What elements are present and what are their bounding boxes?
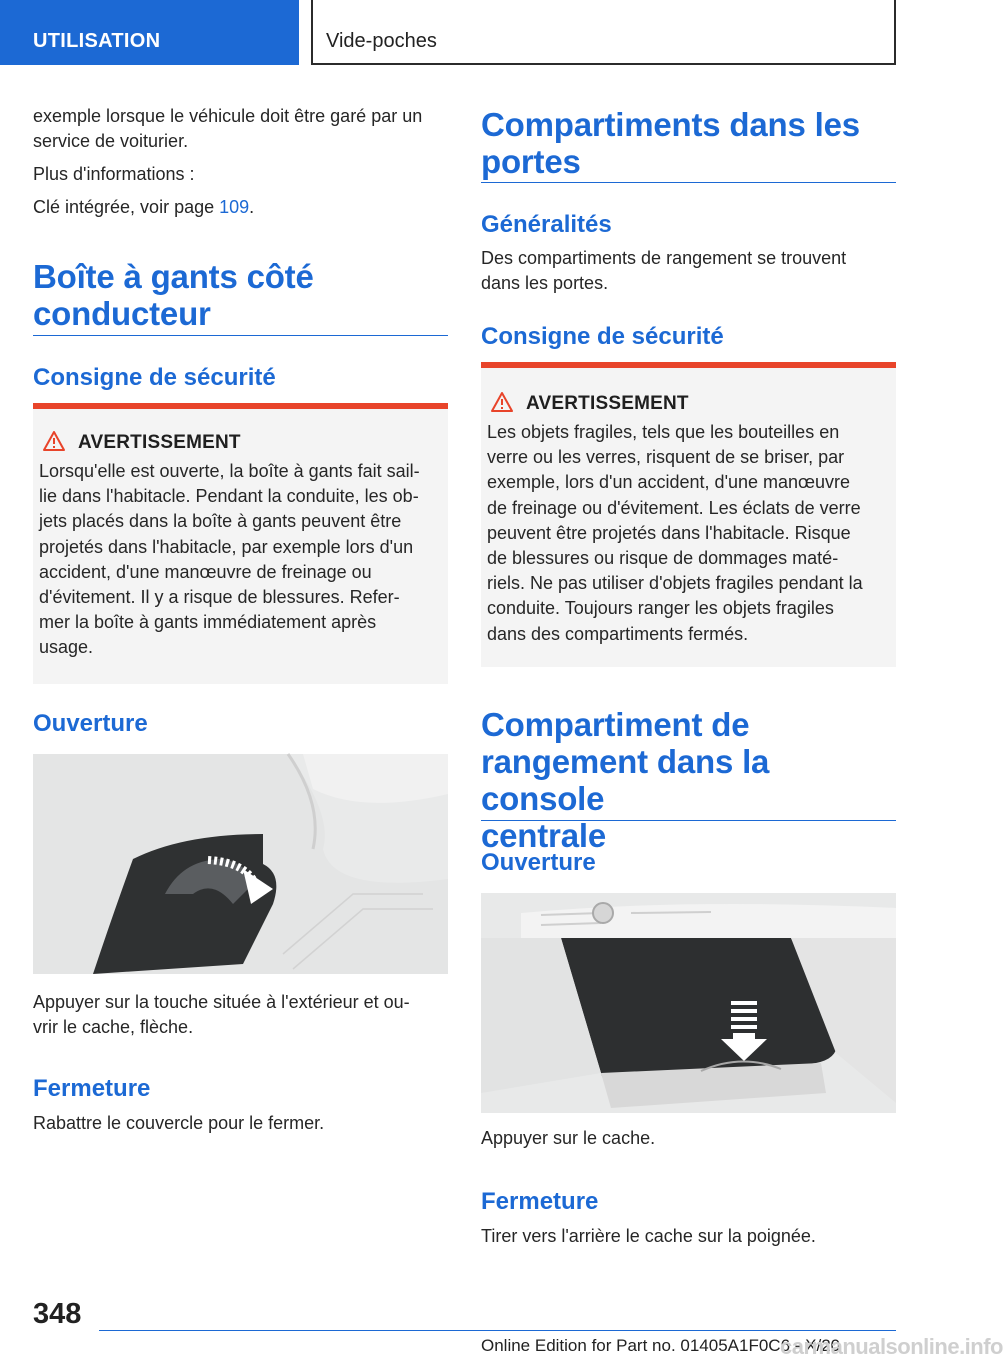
warning-line: usage.	[39, 637, 94, 658]
center-console-illustration	[481, 893, 896, 1113]
warning-line: exemple, lors d'un accident, d'une manœuvre	[487, 472, 851, 493]
warning-line: de blessures ou risque de dommages maté-	[487, 548, 839, 569]
section-title-line: Compartiments dans les	[481, 106, 860, 143]
warning-line: lie dans l'habitacle. Pendant la conduite, les ob-	[39, 486, 419, 507]
opening-instruction: Appuyer sur la touche située à l'extérieur et ou-	[33, 992, 410, 1012]
closing-heading: Fermeture	[33, 1075, 151, 1102]
warning-line: conduite. Toujours ranger les objets fragiles	[487, 598, 834, 619]
warning-text	[39, 459, 443, 661]
section-title	[33, 258, 448, 332]
warning-line: d'évitement. Il y a risque de blessures. Refer-	[39, 587, 400, 608]
title-rule	[481, 182, 896, 183]
warning-title: AVERTISSEMENT	[78, 432, 241, 453]
page-reference	[33, 195, 448, 220]
intro-line: service de voiturier.	[33, 131, 189, 151]
warning-triangle-icon	[43, 431, 65, 451]
warning-box	[481, 362, 896, 667]
warning-line: mer la boîte à gants immédiatement après	[39, 612, 377, 633]
site-watermark: carmanualsonline.info	[780, 1334, 1003, 1359]
section-title	[481, 106, 896, 180]
opening-heading: Ouverture	[33, 710, 148, 737]
warning-line: jets placés dans la boîte à gants peuvent être	[39, 511, 402, 532]
section-tab: UTILISATION	[0, 0, 299, 65]
warning-line: de freinage ou d'évitement. Les éclats de verre	[487, 497, 861, 518]
warning-line: dans des compartiments fermés.	[487, 623, 749, 644]
section-title-line: conducteur	[33, 295, 211, 332]
page-link-109[interactable]: 109	[219, 197, 250, 217]
warning-triangle-icon	[491, 392, 513, 412]
safety-heading: Consigne de sécurité	[33, 364, 276, 391]
title-rule	[481, 820, 896, 821]
warning-line: verre ou les verres, risquent de se briser, par	[487, 447, 845, 468]
title-rule	[33, 335, 448, 336]
general-text: Des compartiments de rangement se trouvent	[481, 248, 847, 268]
opening-instruction: vrir le cache, flèche.	[33, 1017, 194, 1037]
reference-dot: .	[249, 197, 255, 217]
warning-line: Les objets fragiles, tels que les bouteilles en	[487, 422, 840, 442]
warning-box	[33, 403, 448, 684]
warning-line: Lorsqu'elle est ouverte, la boîte à gants fait sail-	[39, 461, 420, 481]
glovebox-illustration	[33, 754, 448, 974]
general-heading: Généralités	[481, 211, 612, 238]
closing-instruction: Rabattre le couvercle pour le fermer.	[33, 1113, 325, 1133]
section-title-line: Compartiment de	[481, 706, 750, 743]
warning-line: accident, d'une manœuvre de freinage ou	[39, 561, 372, 582]
warning-line: peuvent être projetés dans l'habitacle. Risque	[487, 522, 851, 543]
section-title	[481, 706, 896, 854]
general-text: dans les portes.	[481, 273, 609, 293]
reference-text: Clé intégrée, voir page	[33, 197, 220, 217]
section-title-line: Boîte à gants côté	[33, 258, 314, 295]
intro-line: exemple lorsque le véhicule doit être garé par un	[33, 106, 423, 126]
more-info-label: Plus d'informations :	[33, 164, 195, 184]
edition-text: Online Edition for Part no. 01405A1F0C6 - X/20	[481, 1336, 841, 1355]
opening-instruction: Appuyer sur le cache.	[481, 1128, 656, 1148]
warning-line: projetés dans l'habitacle, par exemple lors d'un	[39, 536, 414, 557]
safety-heading: Consigne de sécurité	[481, 323, 724, 350]
opening-heading: Ouverture	[481, 849, 596, 876]
section-title-line: rangement dans la console	[481, 743, 770, 817]
section-title-line: portes	[481, 143, 581, 180]
warning-title: AVERTISSEMENT	[526, 393, 689, 414]
footer-rule	[99, 1330, 896, 1331]
closing-heading: Fermeture	[481, 1188, 599, 1215]
warning-text	[487, 420, 891, 647]
section-title-line: centrale	[481, 817, 606, 854]
warning-line: riels. Ne pas utiliser d'objets fragiles pendant la	[487, 573, 863, 594]
topic-tab: Vide-poches	[311, 0, 896, 65]
closing-instruction: Tirer vers l'arrière le cache sur la poignée.	[481, 1226, 816, 1246]
page-number: 348	[33, 1298, 82, 1330]
